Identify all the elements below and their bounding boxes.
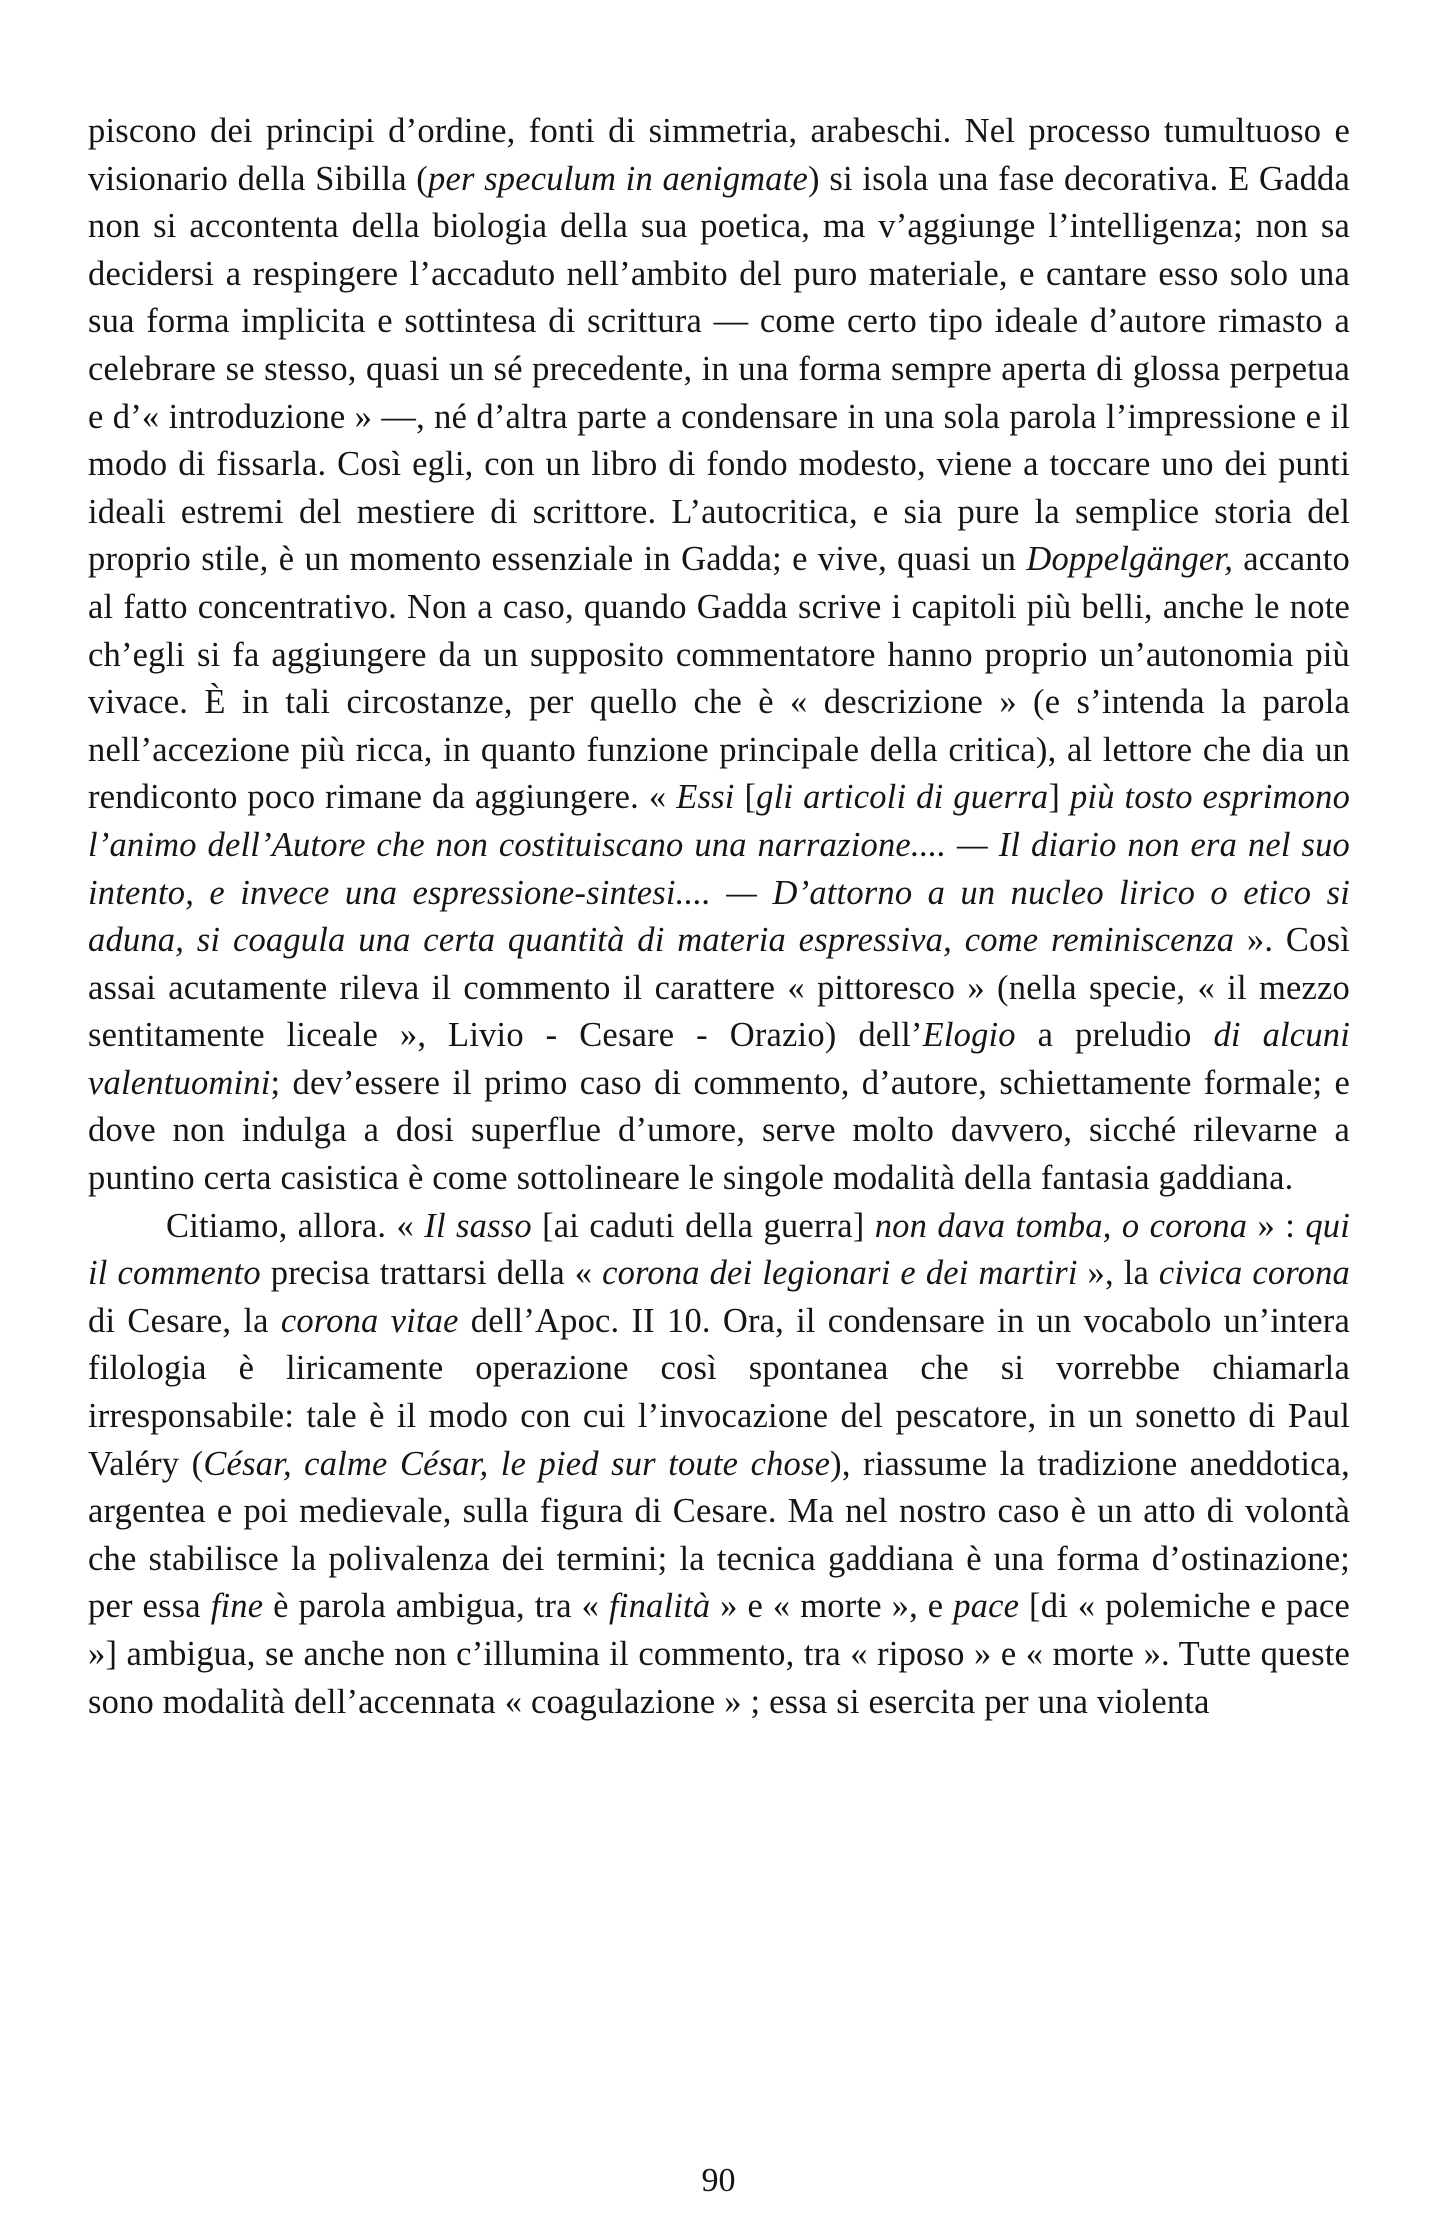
text-segment: è parola ambigua, tra « bbox=[263, 1587, 609, 1626]
text-segment: ] bbox=[1048, 778, 1070, 817]
italic-segment: pace bbox=[953, 1587, 1020, 1626]
italic-segment: César, calme César, le pied sur toute chose bbox=[203, 1444, 831, 1483]
text-segment: a preludio bbox=[1015, 1016, 1214, 1055]
text-segment: » : bbox=[1247, 1206, 1306, 1245]
text-segment: accanto al fatto concentrativo. Non a caso, quando Gadda scrive i capitoli più belli, anche le note ch’egli si fa aggiungere da un supposito commentatore hanno proprio un’autonomia più vivace. È in tali circostanze, per quello che è « descrizione » (e s’intenda la parola nell’accezione più ricca, in quanto funzione principale della critica), al lettore che dia un rendiconto poco rimane da aggiungere. « bbox=[88, 540, 1350, 817]
italic-segment: qui il commento bbox=[88, 1206, 1351, 1293]
text-segment: di Cesare, la bbox=[88, 1301, 281, 1340]
text-segment: ; dev’essere il primo caso di commento, d’autore, schiettamente formale; e dove non indulga a dosi superflue d’umore, serve molto davvero, sicché rilevarne a puntino certa casistica è come sottolineare le singole modalità della fantasia gaddiana. bbox=[88, 1063, 1350, 1198]
italic-segment: per speculum in aenigmate bbox=[428, 159, 809, 198]
text-segment: ) si isola una fase decorativa. E Gadda non si accontenta della biologia della sua poetica, ma v’aggiunge l’intelligenza; non sa decidersi a respingere l’accaduto nell’ambito del puro materiale, e cantare esso solo una sua forma implicita e sottintesa di scrittura — come certo tipo ideale d’autore rimasto a celebrare se stesso, quasi un sé precedente, in una forma sempre aperta di glossa perpetua e d’« introduzione » —, né d’altra parte a condensare in una sola parola l’impressione e il modo di fissarla. Così egli, con un libro di fondo modesto, viene a toccare uno dei punti ideali estremi del mestiere di scrittore. L’autocritica, e sia pure la semplice storia del proprio stile, è un momento essenziale in Gadda; e vive, quasi un bbox=[88, 159, 1351, 579]
italic-segment: corona dei legionari e dei martiri bbox=[602, 1254, 1078, 1293]
page-body bbox=[88, 108, 1350, 1726]
text-segment: [ bbox=[734, 778, 757, 817]
italic-segment: finalità bbox=[609, 1587, 711, 1626]
text-segment: Citiamo, allora. « bbox=[166, 1206, 425, 1245]
italic-segment: gli articoli di guerra bbox=[756, 778, 1049, 817]
text-segment: precisa trattarsi della « bbox=[260, 1254, 603, 1293]
italic-segment: Elogio bbox=[922, 1016, 1016, 1055]
paragraph-2 bbox=[88, 1203, 1350, 1727]
italic-segment: Essi bbox=[676, 778, 735, 817]
text-segment: ». Così assai acutamente rileva il commento il carattere « pittoresco » (nella specie, « il mezzo sentitamente liceale », Livio - Cesare - Orazio) dell’ bbox=[88, 921, 1350, 1055]
text-segment: » e « morte », e bbox=[710, 1587, 954, 1626]
paragraph-1 bbox=[88, 108, 1350, 1203]
italic-segment: corona vitae bbox=[280, 1301, 459, 1340]
text-segment: [ai caduti della guerra] bbox=[531, 1206, 875, 1245]
italic-segment: di alcuni valentuomini bbox=[88, 1016, 1351, 1102]
page-number: 90 bbox=[701, 2162, 736, 2199]
text-segment: [di « polemiche e pace »] ambigua, se anche non c’illumina il commento, tra « riposo » e « morte ». Tutte queste sono modalità dell’accennata « coagulazione » ; essa si esercita per una violenta bbox=[88, 1587, 1350, 1721]
text-segment: dell’Apoc. II 10. Ora, il condensare in un vocabolo un’intera filologia è liricamente operazione così spontanea che si vorrebbe chiamarla irresponsabile: tale è il modo con cui l’invocazione del pescatore, in un sonetto di Paul Valéry ( bbox=[88, 1301, 1351, 1483]
italic-segment: più tosto esprimono l’animo dell’Autore che non costituiscano una narrazione.... — Il diario non era nel suo intento, e invece una espressione-sintesi.... — D’attorno a un nucleo lirico o etico si aduna, si coagula una certa quantità di materia espressiva, come reminiscenza bbox=[88, 778, 1351, 960]
italic-segment: fine bbox=[210, 1587, 264, 1626]
italic-segment: civica corona bbox=[1158, 1254, 1350, 1293]
italic-segment: Il sasso bbox=[424, 1206, 532, 1245]
text-segment: ), riassume la tradizione aneddotica, argentea e poi medievale, sulla figura di Cesare. Ma nel nostro caso è un atto di volontà che stabilisce la polivalenza dei termini; la tecnica gaddiana è una forma d’ostinazione; per essa bbox=[88, 1444, 1350, 1626]
italic-segment: non dava tomba, o corona bbox=[874, 1206, 1248, 1245]
text-segment: », la bbox=[1077, 1254, 1159, 1293]
text-segment: piscono dei principi d’ordine, fonti di simmetria, arabeschi. Nel processo tumultuoso e visionario della Sibilla ( bbox=[88, 112, 1350, 198]
italic-segment: Doppelgänger, bbox=[1026, 540, 1234, 579]
